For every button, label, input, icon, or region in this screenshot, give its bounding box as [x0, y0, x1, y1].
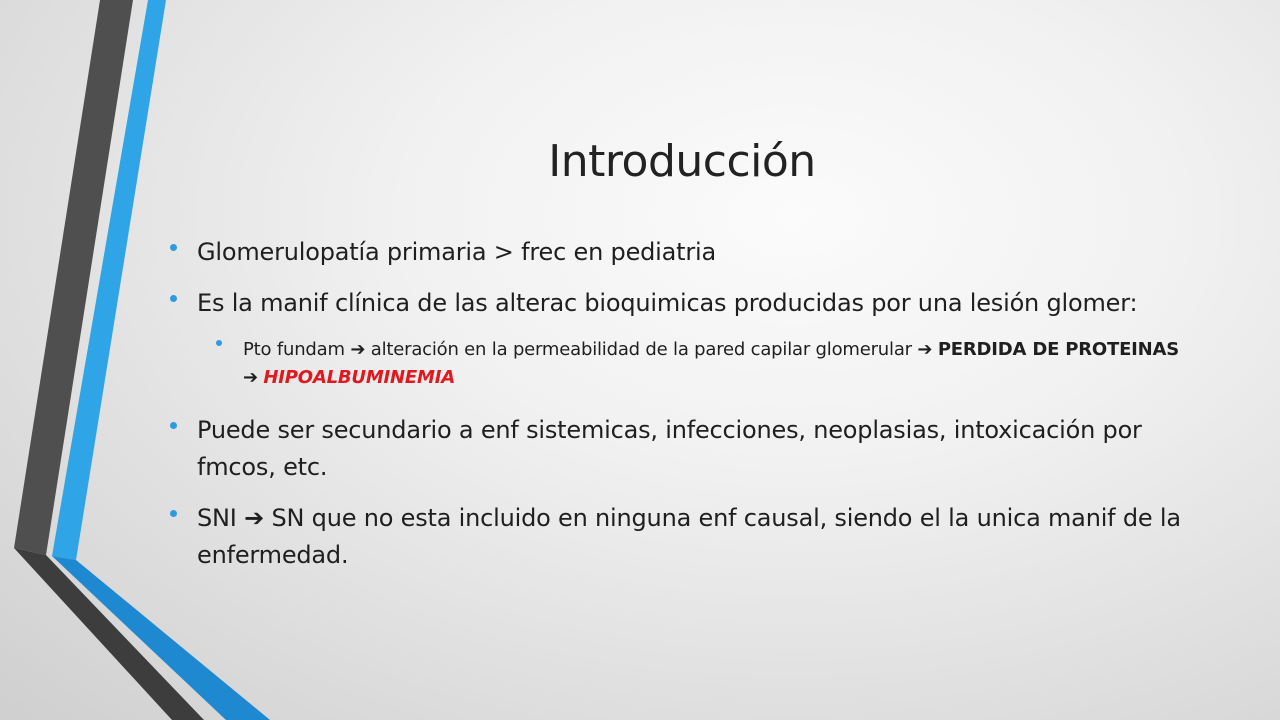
arrow-right-icon: ➔ — [917, 339, 933, 360]
sub-bullet-item — [216, 336, 1190, 392]
bullet-dot-icon — [170, 295, 177, 302]
slide-content — [170, 234, 1190, 588]
sub-bullet-text-3: PERDIDA DE PROTEINAS — [937, 339, 1180, 360]
bullet-item — [170, 500, 1190, 574]
arrow-right-icon: ➔ — [244, 504, 265, 532]
bullet-dot-icon — [170, 422, 177, 429]
arrow-right-icon: ➔ — [243, 367, 258, 388]
bullet-text: Es la manif clínica de las alterac bioquimicas producidas por una lesión glomer: — [197, 289, 1138, 317]
bullet-item — [170, 285, 1190, 322]
bullet-item — [170, 412, 1190, 486]
arrow-right-icon: ➔ — [350, 339, 366, 360]
sub-bullet-text-1: Pto fundam — [243, 339, 345, 360]
bullet-item — [170, 234, 1190, 271]
bullet-dot-icon — [170, 510, 177, 517]
sub-bullet-highlight: HIPOALBUMINEMIA — [263, 367, 455, 388]
bullet-text-2: SN que no esta incluido en ninguna enf causal, siendo el la unica manif de la enfermedad. — [197, 504, 1181, 569]
bullet-text: Glomerulopatía primaria > frec en pediatria — [197, 238, 716, 266]
bullet-dot-icon — [170, 244, 177, 251]
bullet-text-1: SNI — [197, 504, 237, 532]
bullet-text: Puede ser secundario a enf sistemicas, infecciones, neoplasias, intoxicación por fmcos, etc. — [197, 416, 1142, 481]
sub-bullet-text-2: alteración en la permeabilidad de la pared capilar glomerular — [370, 339, 912, 360]
bullet-dot-icon — [216, 340, 222, 346]
slide-title: Introducción — [548, 136, 816, 187]
